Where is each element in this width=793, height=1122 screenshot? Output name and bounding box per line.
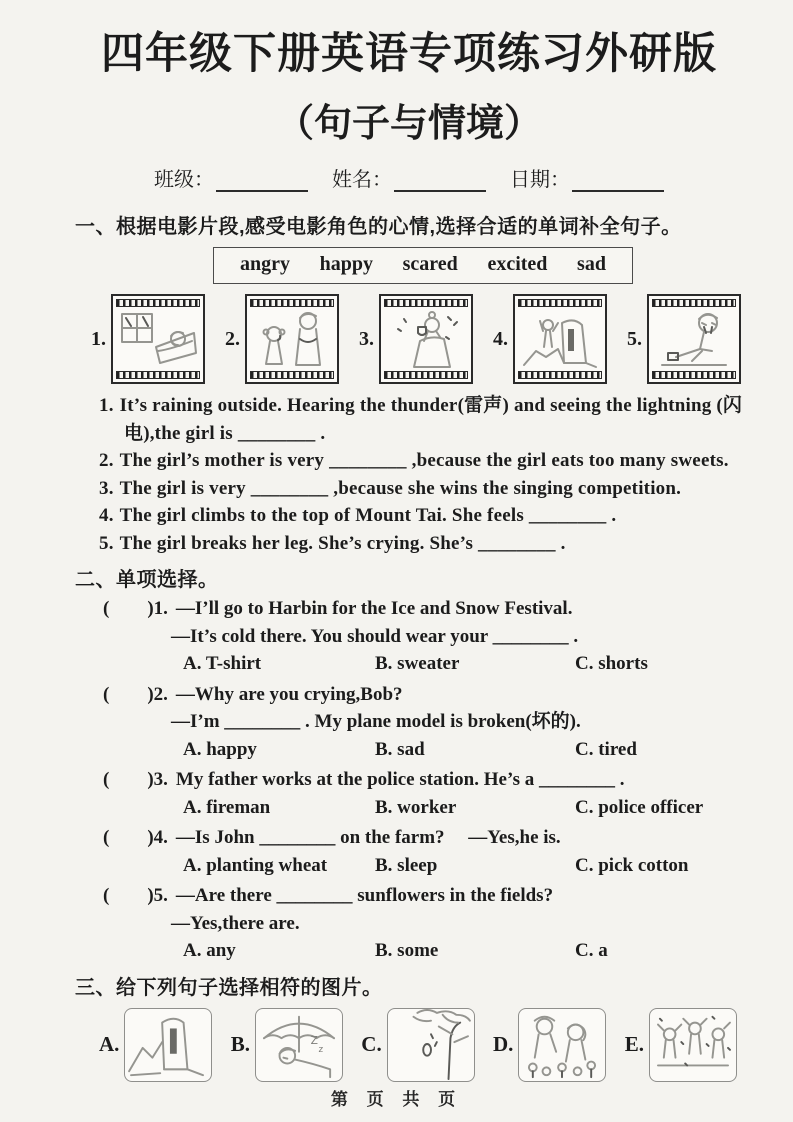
word-bank-word: happy [319,253,373,276]
page-subtitle: （句子与情境） [275,103,542,146]
question-text: —It’s cold there. You should wear your ________ . [171,625,579,647]
name-label: 姓名： [332,169,392,192]
name-blank-line [394,172,486,192]
section-one-heading: 一、根据电影片段,感受电影角色的心情,选择合适的单词补全句子。 [75,216,682,239]
fill-in-question-5: 5. The girl breaks her leg. She’s crying. She’s ________ . [99,532,566,554]
picture-letter: D. [493,1032,514,1057]
film-sprocket-strip [250,299,334,307]
question-text: —I’ll go to Harbin for the Ice and Snow Festival. [175,598,573,620]
question-text: —I’m ________ . My plane model is broken(坏的). [171,711,581,733]
frame-number: 2. [225,327,240,350]
word-bank-word: sad [577,253,606,276]
film-frame-3 [359,294,473,384]
word-bank-word: angry [240,253,290,276]
option-b: B. worker [375,796,457,818]
picture-letter: C. [361,1032,382,1057]
film-sprocket-strip [116,299,200,307]
picture-option-a [99,1008,212,1082]
class-blank-line [216,172,308,192]
film-sprocket-strip [518,299,602,307]
tree-falling-leaf-icon [387,1008,475,1082]
frame-number: 1. [91,327,106,350]
mc-question-5 [75,882,743,965]
option-c: C. tired [575,738,637,760]
word-bank-word: excited [487,253,548,276]
fill-in-question-3: 3. The girl is very ________ ,because she wins the singing competition. [99,477,682,499]
option-b: B. sad [375,738,425,760]
film-sprocket-strip [384,299,468,307]
picture-option-b [231,1008,343,1082]
answer-bracket: ( )3. [103,769,168,791]
class-label: 班级： [154,169,214,192]
frame-number: 5. [627,327,642,350]
film-sprocket-strip [250,371,334,379]
question-text: The girl climbs to the top of Mount Tai. She feels ________ . [119,505,617,527]
picture-option-d [493,1008,606,1082]
answer-bracket: ( )4. [103,827,168,849]
option-b: B. sweater [375,653,460,675]
film-sprocket-strip [652,371,736,379]
option-a: A. T-shirt [183,653,262,675]
film-sprocket-strip [518,371,602,379]
fill-in-question-1: 1. It’s raining outside. Hearing the thunder(雷声) and seeing the lightning (闪电),the girl is ________ . [99,395,743,444]
frame-number: 4. [493,327,508,350]
question-text: —Why are you crying,Bob? [175,683,403,705]
scene-girl-sad-crying-broken-leg-icon [652,309,736,369]
option-a: A. fireman [183,796,271,818]
section-one-questions [99,392,743,557]
film-frame-4 [493,294,607,384]
sleeping-under-umbrella-icon [255,1008,343,1082]
film-frame-2 [225,294,339,384]
page-footer: 第 页 共 页 [330,1090,463,1109]
film-frame-5 [627,294,741,384]
frame-number: 3. [359,327,374,350]
option-c: C. shorts [575,653,648,675]
scene-girl-excited-mount-tai-stone-icon [518,309,602,369]
mc-question-1 [75,595,743,678]
picture-options-row [99,1008,737,1082]
question-text: The girl is very ________ ,because she wins the singing competition. [119,477,682,499]
farmers-picking-cotton-icon [518,1008,606,1082]
scene-angry-mother-girl-eating-sweets-icon [250,309,334,369]
film-sprocket-strip [384,371,468,379]
mc-question-4 [75,824,743,879]
option-c: C. a [575,940,608,962]
film-frame-1 [91,294,205,384]
picture-letter: E. [624,1032,644,1057]
option-c: C. police officer [575,796,704,818]
word-bank [213,247,633,284]
word-bank-word: scared [402,253,458,276]
mc-question-3 [75,766,743,821]
children-playing-snow-icon [649,1008,737,1082]
answer-bracket: ( )2. [103,683,168,705]
picture-option-c [361,1008,474,1082]
section-two-heading: 二、单项选择。 [75,569,219,592]
scene-girl-scared-in-bed-thunderstorm-icon [116,309,200,369]
option-b: B. some [375,940,439,962]
option-b: B. sleep [375,854,438,876]
question-text: —Is John ________ on the farm? —Yes,he is. [175,827,561,849]
date-blank-line [572,172,664,192]
page-title: 四年级下册英语专项练习外研版 [101,30,717,78]
picture-letter: B. [230,1032,250,1057]
question-text: —Yes,there are. [171,912,300,934]
film-strip-row [91,294,741,384]
svg-text:Z: Z [310,1033,318,1047]
date-label: 日期： [510,169,570,192]
mc-question-2 [75,681,743,764]
question-text: —Are there ________ sunflowers in the fields? [175,885,554,907]
answer-bracket: ( )5. [103,885,168,907]
fill-in-question-2: 2. The girl’s mother is very ________ ,because the girl eats too many sweets. [99,450,729,472]
mount-tai-stone-monument-icon [124,1008,212,1082]
fill-in-question-4: 4. The girl climbs to the top of Mount Tai. She feels ________ . [99,505,617,527]
film-sprocket-strip [652,299,736,307]
answer-bracket: ( )1. [103,598,168,620]
picture-letter: A. [99,1032,120,1057]
student-info-row [75,163,743,192]
option-c: C. pick cotton [575,854,689,876]
option-a: A. planting wheat [183,854,328,876]
question-text: The girl’s mother is very ________ ,because the girl eats too many sweets. [119,450,729,472]
section-three-heading: 三、给下列句子选择相符的图片。 [75,976,383,999]
svg-text:z: z [318,1044,324,1055]
question-text: It’s raining outside. Hearing the thunder(雷声) and seeing the lightning (闪电),the girl is ________ . [119,395,743,444]
picture-option-e [625,1008,737,1082]
option-a: A. any [183,940,236,962]
question-text: The girl breaks her leg. She’s crying. She’s ________ . [119,532,566,554]
question-text: My father works at the police station. He’s a ________ . [175,769,625,791]
film-sprocket-strip [116,371,200,379]
scene-girl-happy-wins-trophy-icon [384,309,468,369]
option-a: A. happy [183,738,257,760]
